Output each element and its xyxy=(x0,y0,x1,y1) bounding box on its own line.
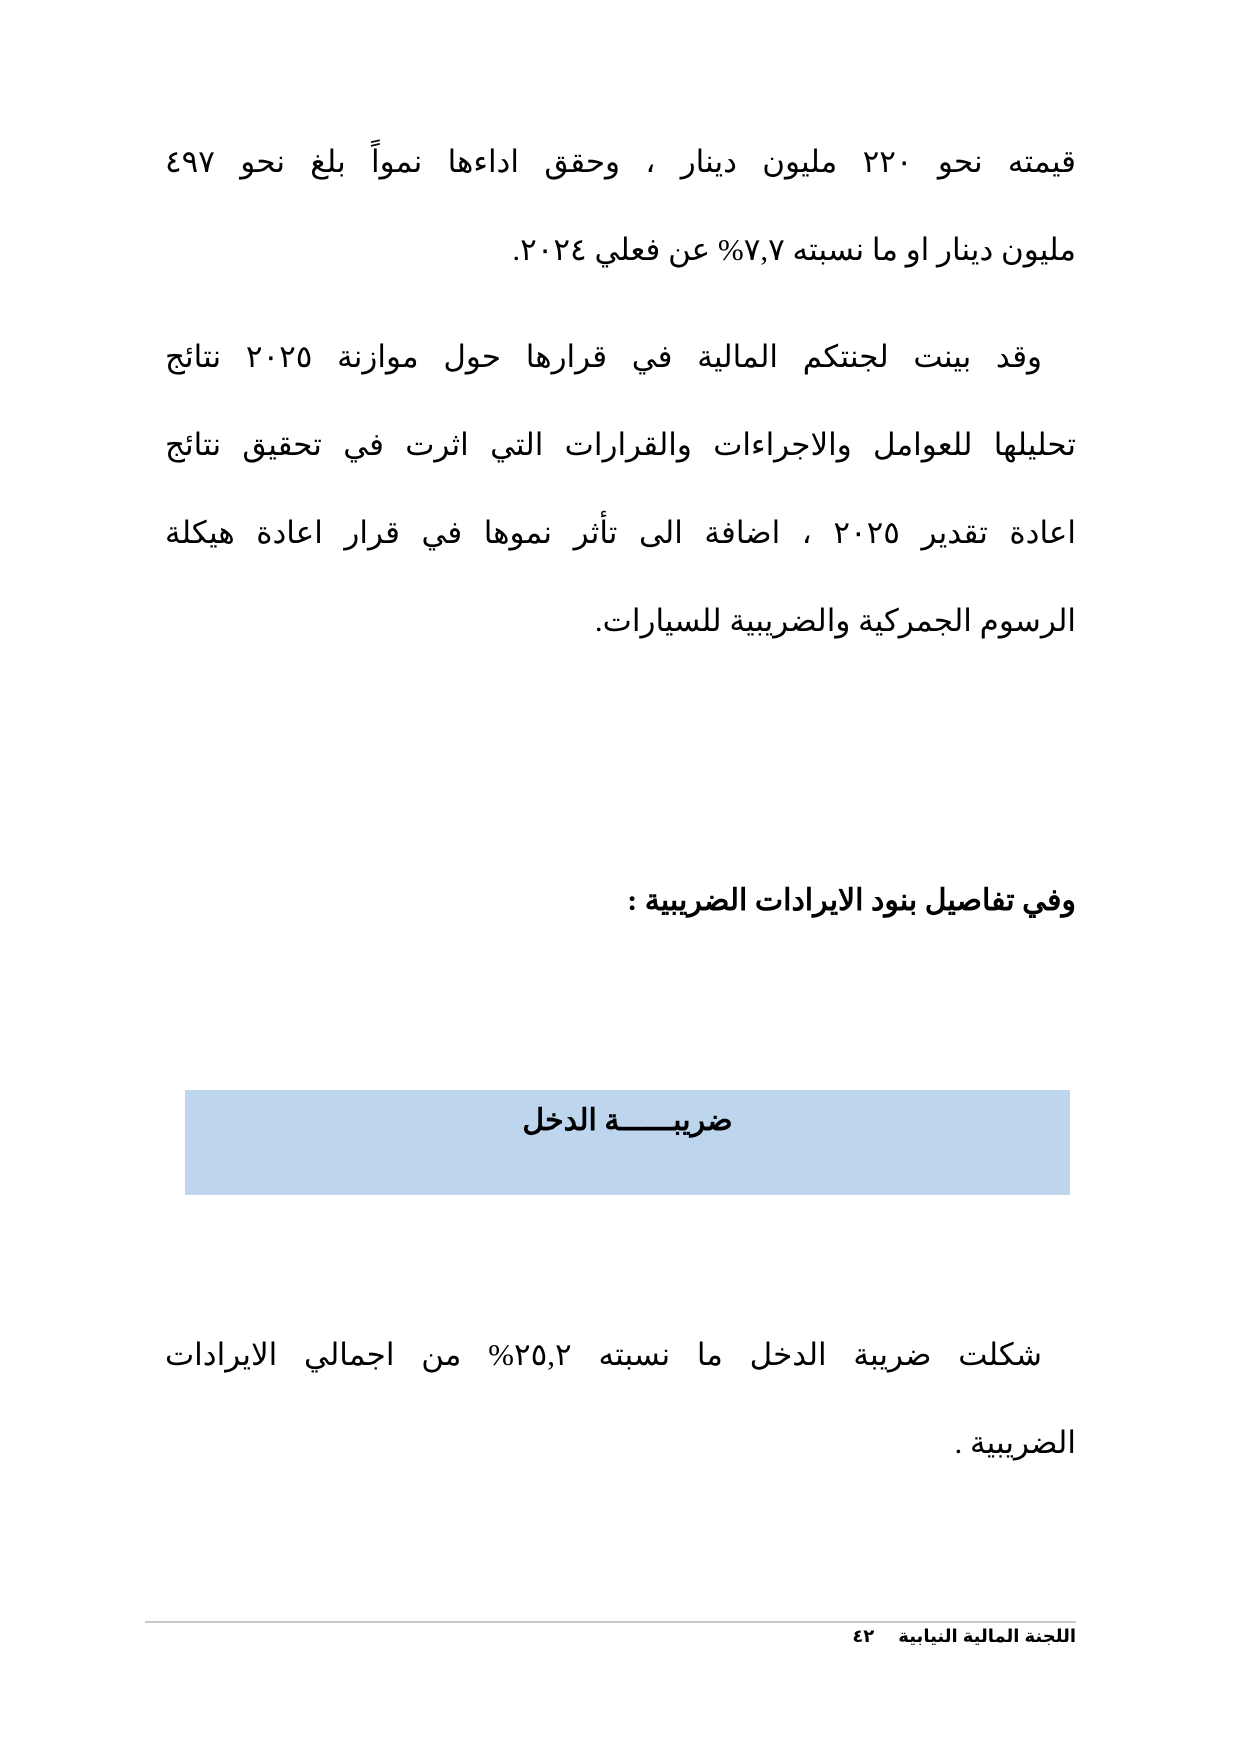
paragraph-line: مليون دينار او ما نسبته ٧,٧% عن فعلي ٢٠٢٤. xyxy=(512,232,1076,267)
paragraph-income-tax-share xyxy=(165,1311,1076,1487)
paragraph-committee-analysis xyxy=(165,313,1076,665)
paragraph-line: شكلت ضريبة الدخل ما نسبته ٢٥,٢% من اجمالي الايرادات xyxy=(165,1337,1042,1372)
footer-content xyxy=(145,1626,1076,1647)
paragraph-line: الرسوم الجمركية والضريبية للسيارات. xyxy=(594,603,1076,638)
paragraph-line: قيمته نحو ٢٢٠ مليون دينار ، وحقق اداءها نمواً بلغ نحو ٤٩٧ xyxy=(165,144,1077,179)
paragraph-line: وقد بينت لجنتكم المالية في قرارها حول موازنة ٢٠٢٥ نتائج xyxy=(165,339,1042,374)
paragraph-line: تحليلها للعوامل والاجراءات والقرارات التي اثرت في تحقيق نتائج xyxy=(165,427,1076,462)
footer-committee-name: اللجنة المالية النيابية xyxy=(898,1626,1076,1646)
paragraph-line: اعادة تقدير ٢٠٢٥ ، اضافة الى تأثر نموها في قرار اعادة هيكلة xyxy=(165,515,1076,550)
section-heading-tax-revenue-details: وفي تفاصيل بنود الايرادات الضريبية : xyxy=(627,884,1076,917)
income-tax-box-title: ضريبــــــة الدخل xyxy=(522,1104,733,1137)
paragraph-line: الضريبية . xyxy=(954,1425,1076,1460)
document-content xyxy=(165,118,1076,1487)
page-footer xyxy=(145,1621,1076,1647)
footer-page-number: ٤٢ xyxy=(852,1626,875,1646)
income-tax-highlight-box xyxy=(185,1090,1070,1195)
paragraph-revenue-growth xyxy=(165,118,1076,294)
